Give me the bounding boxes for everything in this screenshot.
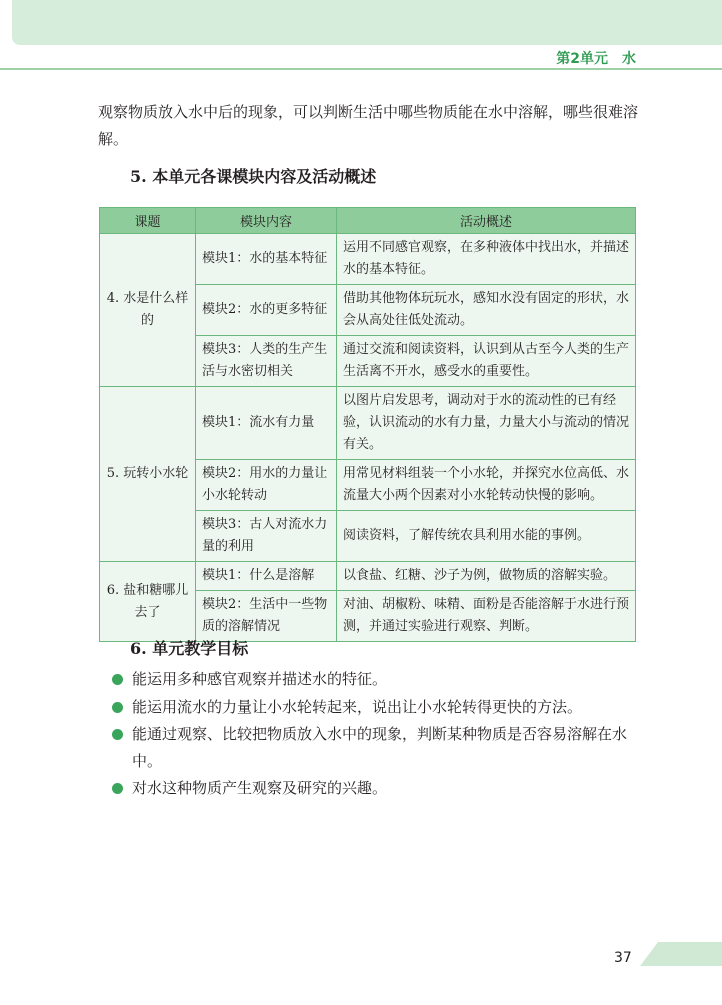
module-table xyxy=(99,207,636,642)
unit-title: 水 xyxy=(622,51,636,67)
summary-cell: 对油、胡椒粉、味精、面粉是否能溶解于水进行预测，并通过实验进行观察、判断。 xyxy=(337,591,636,642)
goal-text: 对水这种物质产生观察及研究的兴趣。 xyxy=(132,779,388,797)
goal-text: 能运用多种感官观察并描述水的特征。 xyxy=(132,670,388,688)
unit-label: 第2单元 xyxy=(556,51,608,67)
summary-cell: 以图片启发思考，调动对于水的流动性的已有经验，认识流动的水有力量，力量大小与流动的情况有关。 xyxy=(337,387,636,460)
summary-cell: 阅读资料，了解传统农具利用水能的事例。 xyxy=(337,511,636,562)
header-rule xyxy=(0,68,722,70)
bullet-dot-icon xyxy=(112,783,123,794)
module-cell: 模块3：人类的生产生活与水密切相关 xyxy=(196,336,337,387)
summary-cell: 通过交流和阅读资料，认识到从古至今人类的生产生活离不开水，感受水的重要性。 xyxy=(337,336,636,387)
top-band xyxy=(12,0,722,45)
goal-text: 能运用流水的力量让小水轮转起来，说出让小水轮转得更快的方法。 xyxy=(132,698,583,716)
intro-paragraph: 观察物质放入水中后的现象，可以判断生活中哪些物质能在水中溶解，哪些很难溶解。 xyxy=(98,103,639,148)
module-cell: 模块1：水的基本特征 xyxy=(196,234,337,285)
goal-item xyxy=(132,694,642,721)
bullet-dot-icon xyxy=(112,702,123,713)
section6-heading: 6. 单元教学目标 xyxy=(130,639,249,658)
goal-item xyxy=(132,775,642,802)
table-row xyxy=(100,387,636,460)
table-row xyxy=(100,234,636,285)
table-header-row xyxy=(100,208,636,234)
header-lesson: 课题 xyxy=(100,208,196,234)
summary-cell: 借助其他物体玩玩水，感知水没有固定的形状，水会从高处往低处流动。 xyxy=(337,285,636,336)
summary-cell: 用常见材料组装一个小水轮，并探究水位高低、水流量大小两个因素对小水轮转动快慢的影响。 xyxy=(337,460,636,511)
lesson-title: 5. 玩转小水轮 xyxy=(100,387,196,562)
summary-cell: 以食盐、红糖、沙子为例，做物质的溶解实验。 xyxy=(337,562,636,591)
goal-item xyxy=(132,666,642,693)
section5-heading: 5. 本单元各课模块内容及活动概述 xyxy=(130,167,377,186)
lesson-title: 6. 盐和糖哪儿去了 xyxy=(100,562,196,642)
page-number: 37 xyxy=(614,950,632,966)
bullet-dot-icon xyxy=(112,729,123,740)
header-summary: 活动概述 xyxy=(337,208,636,234)
header-module: 模块内容 xyxy=(196,208,337,234)
page-tab xyxy=(640,942,722,966)
summary-cell: 运用不同感官观察，在多种液体中找出水，并描述水的基本特征。 xyxy=(337,234,636,285)
unit-header xyxy=(556,48,636,66)
goal-item xyxy=(132,721,642,775)
table-row xyxy=(100,562,636,591)
bullet-dot-icon xyxy=(112,674,123,685)
module-cell: 模块2：水的更多特征 xyxy=(196,285,337,336)
goal-text: 能通过观察、比较把物质放入水中的现象，判断某种物质是否容易溶解在水中。 xyxy=(132,725,628,770)
lesson-title: 4. 水是什么样的 xyxy=(100,234,196,387)
module-cell: 模块1：什么是溶解 xyxy=(196,562,337,591)
module-cell: 模块1：流水有力量 xyxy=(196,387,337,460)
module-cell: 模块2：用水的力量让小水轮转动 xyxy=(196,460,337,511)
module-cell: 模块2：生活中一些物质的溶解情况 xyxy=(196,591,337,642)
module-cell: 模块3：古人对流水力量的利用 xyxy=(196,511,337,562)
